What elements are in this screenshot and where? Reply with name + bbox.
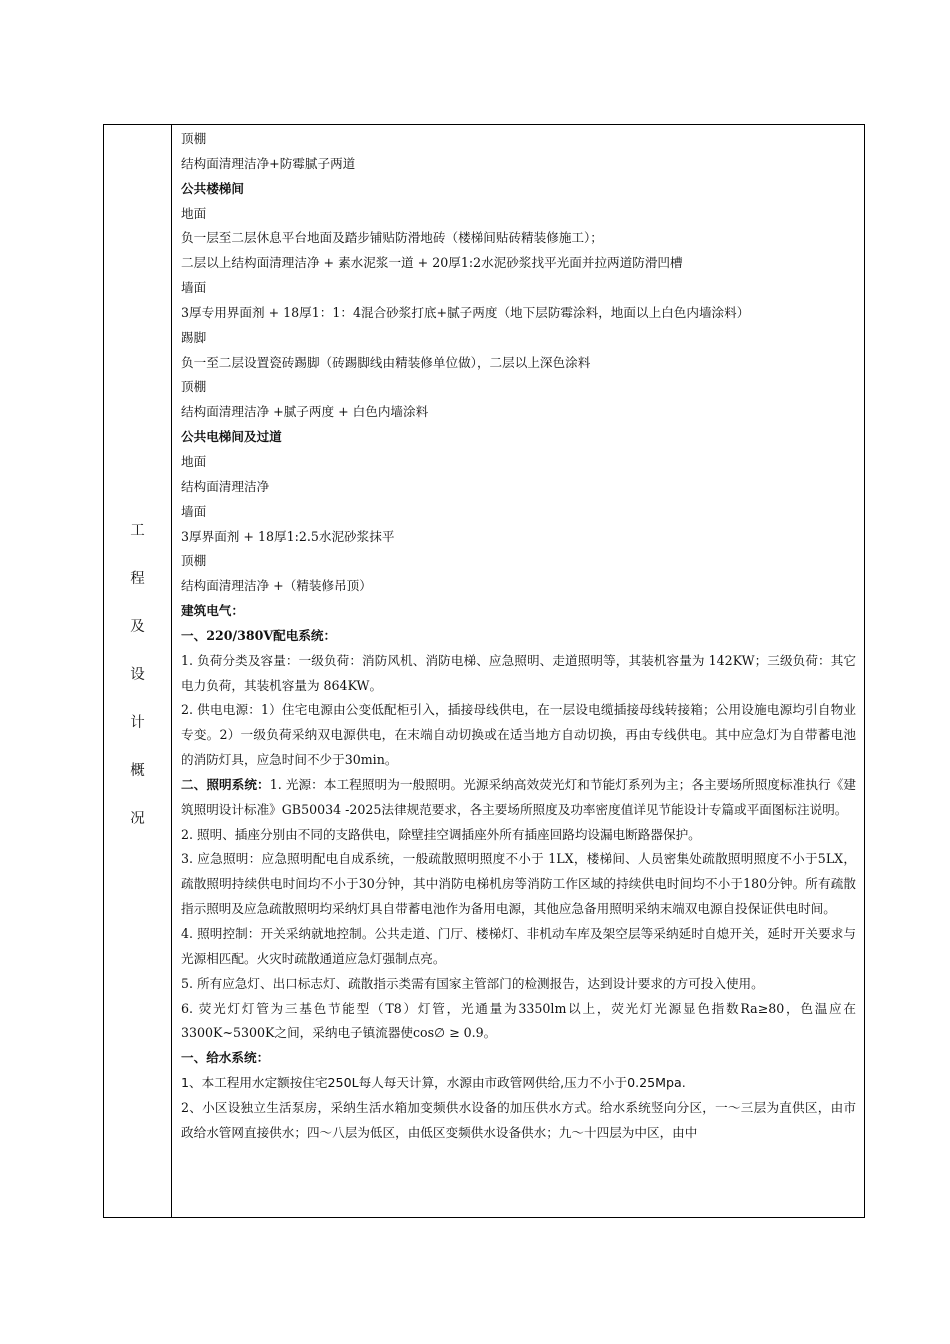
- subsection-heading: 一、220/380V配电系统：: [181, 627, 337, 643]
- electrical-paragraph: 1. 负荷分类及容量：一级负荷：消防风机、消防电梯、应急照明、走道照明等，其装机容量为 142KW；三级负荷：其它电力负荷，其装机容量为 864KW。: [181, 652, 856, 693]
- section-content-cell: [172, 125, 864, 1217]
- label-char: 及: [130, 619, 145, 635]
- item-text: 3厚界面剂 + 18厚1:2.5水泥砂浆抹平: [181, 528, 395, 544]
- item-heading: 地面: [181, 205, 207, 221]
- item-text: 结构面清理洁净+防霉腻子两道: [181, 155, 356, 171]
- item-heading: 墙面: [181, 280, 207, 296]
- item-text: 负一至二层设置瓷砖踢脚（砖踢脚线由精装修单位做），二层以上深色涂料: [181, 354, 591, 370]
- label-char: 概: [130, 763, 145, 779]
- lighting-text: 1. 光源：本工程照明为一般照明。光源采纳高效荧光灯和节能灯系列为主；各主要场所照度标准执行《建筑照明设计标准》GB50034 -2025法律规范要求，各主要场所照度及功率密度值详见节能设计专篇或平面图标注说明。: [181, 776, 856, 817]
- item-text: 结构面清理洁净 +腻子两度 + 白色内墙涂料: [181, 404, 429, 420]
- water-heading: 一、给水系统：: [181, 1050, 270, 1066]
- item-heading: 顶棚: [181, 553, 207, 569]
- lighting-paragraph: [181, 773, 856, 823]
- section-label-cell: [104, 125, 172, 1217]
- section-heading: 公共电梯间及过道: [181, 429, 282, 445]
- item-text: 3厚专用界面剂 + 18厚1：1：4混合砂浆打底+腻子两度（地下层防霉涂料，地面以上白色内墙涂料）: [181, 304, 750, 320]
- label-char: 计: [130, 715, 145, 731]
- item-heading: 顶棚: [181, 131, 207, 146]
- document-table: [103, 124, 865, 1218]
- label-char: 况: [130, 811, 145, 827]
- water-paragraph: 2、小区设独立生活泵房，采纳生活水箱加变频供水设备的加压供水方式。给水系统竖向分区，一～三层为直供区，由市政给水管网直接供水；四～八层为低区，由低区变频供水设备供水；九～十四层为中区，由中: [181, 1099, 856, 1140]
- lighting-paragraph: 4. 照明控制：开关采纳就地控制。公共走道、门厅、楼梯灯、非机动车库及架空层等采纳延时自熄开关，延时开关要求与光源相匹配。火灾时疏散通道应急灯强制点亮。: [181, 926, 856, 966]
- water-paragraph: 1、本工程用水定额按住宅250L每人每天计算，水源由市政管网供给,压力不小于0.25Mpa.: [181, 1075, 686, 1091]
- item-text: 负一层至二层休息平台地面及踏步铺贴防滑地砖（楼梯间贴砖精装修施工）；: [181, 230, 603, 246]
- label-char: 工: [130, 523, 145, 539]
- item-text: 结构面清理洁净 +（精装修吊顶）: [181, 578, 372, 594]
- electrical-paragraph: 2. 供电电源：1）住宅电源由公变低配柜引入，插接母线供电，在一层设电缆插接母线转接箱；公用设施电源均引自物业专变。2）一级负荷采纳双电源供电，在末端自动切换或在适当地方自动切换，再由专线供电。其中应急灯为自带蓄电池的消防灯具，应急时间不少于30min。: [181, 702, 856, 768]
- lighting-paragraph: 6. 荧光灯灯管为三基色节能型（T8）灯管，光通量为3350lm以上，荧光灯光源显色指数Ra≥80，色温应在3300K~5300K之间，采纳电子镇流器使cos∅ ≥ 0.9。: [181, 1000, 856, 1041]
- item-heading: 顶棚: [181, 379, 207, 395]
- item-heading: 踢脚: [181, 329, 207, 345]
- lighting-heading: 二、照明系统：: [181, 776, 270, 792]
- item-heading: 地面: [181, 453, 207, 469]
- lighting-paragraph: 3. 应急照明：应急照明配电自成系统，一般疏散照明照度不小于 1LX，楼梯间、人员密集处疏散照明照度不小于5LX，疏散照明持续供电时间均不小于30分钟，其中消防电梯机房等消防工作区域的持续供电时间均不小于180分钟。所有疏散指示照明及应急疏散照明均采纳灯具自带蓄电池作为备用电源，其他应急备用照明采纳末端双电源自投保证供电时间。: [181, 851, 856, 917]
- lighting-paragraph: 5. 所有应急灯、出口标志灯、疏散指示类需有国家主管部门的检测报告，达到设计要求的方可投入使用。: [181, 975, 764, 991]
- item-text: 结构面清理洁净: [181, 478, 270, 494]
- section-label: [104, 521, 171, 857]
- section-heading: 公共楼梯间: [181, 180, 244, 196]
- lighting-paragraph: 2. 照明、插座分别由不同的支路供电，除壁挂空调插座外所有插座回路均设漏电断路器保护。: [181, 826, 701, 842]
- item-heading: 墙面: [181, 503, 207, 519]
- section-heading: 建筑电气：: [181, 603, 244, 619]
- label-char: 设: [130, 667, 145, 683]
- item-text: 二层以上结构面清理洁净 + 素水泥浆一道 + 20厚1:2水泥砂浆找平光面并拉两道防滑凹槽: [181, 255, 683, 271]
- label-char: 程: [130, 571, 145, 587]
